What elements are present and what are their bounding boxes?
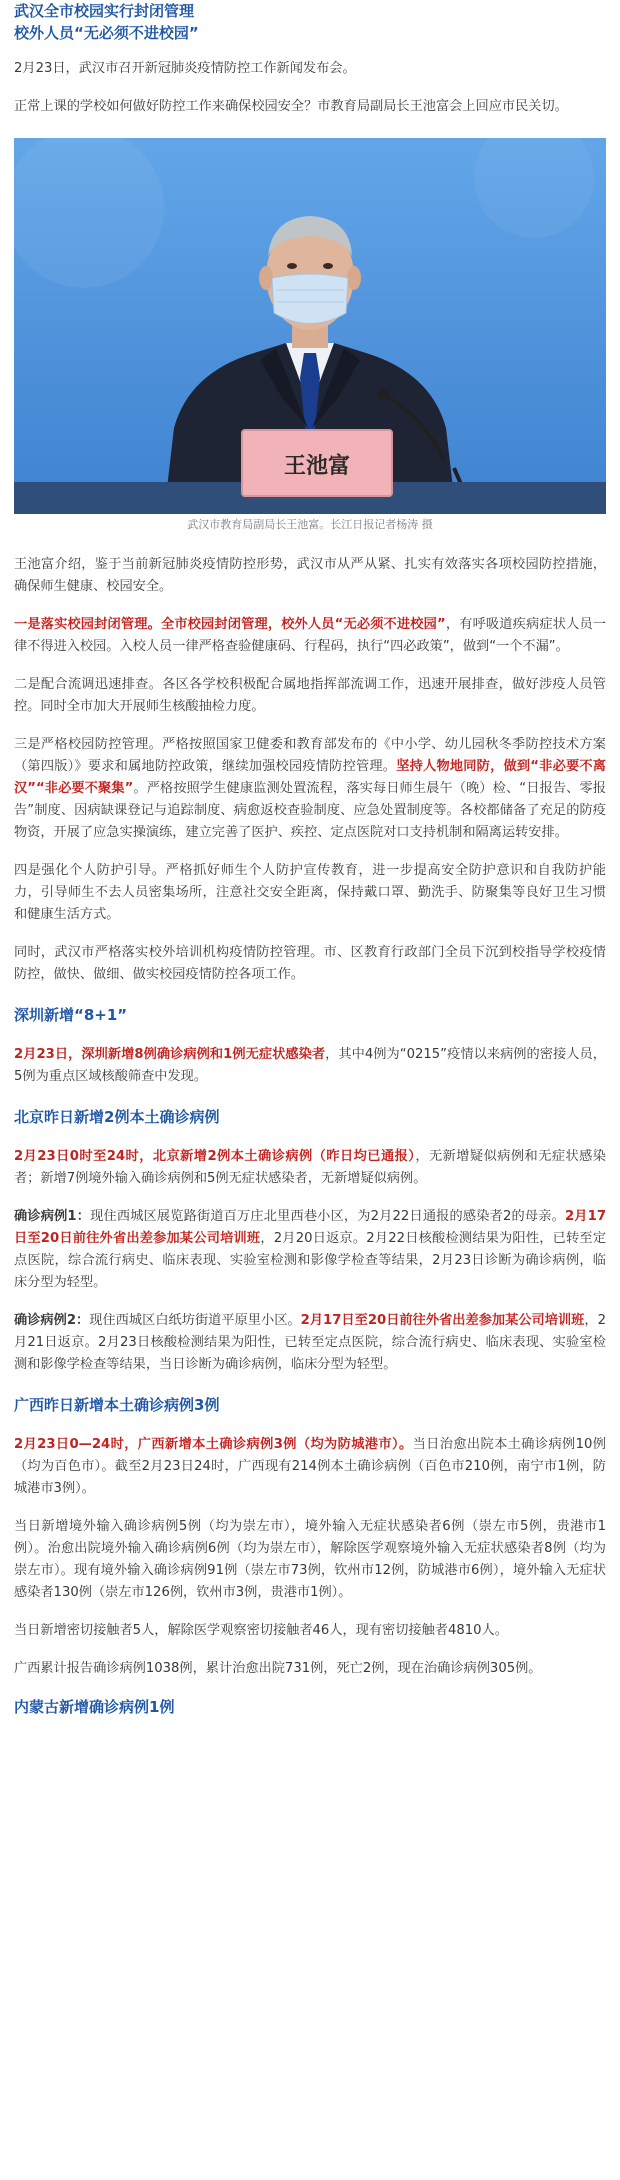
nameplate-text: 王池富 xyxy=(283,453,351,479)
beijing-case-1-text-a: 现住西城区展览路街道百万庄北里西巷小区，为2月22日通报的感染者2的母亲。 xyxy=(90,1209,565,1224)
speaker-illustration xyxy=(14,138,606,514)
beijing-case-2 xyxy=(14,1310,606,1376)
beijing-case-2-highlight: 2月17日至20日前往外省出差参加某公司培训班 xyxy=(300,1313,585,1328)
title-line-1: 武汉全市校园实行封闭管理 xyxy=(14,2,195,20)
wuhan-paragraph-1: 王池富介绍，鉴于当前新冠肺炎疫情防控形势，武汉市从严从紧、扎实有效落实各项校园防控措施，确保师生健康、校园安全。 xyxy=(14,557,606,594)
shenzhen-paragraph-text: ，其中4例为“0215”疫情以来病例的密接人员，5例为重点区域核酸筛查中发现。 xyxy=(14,1047,606,1084)
beijing-case-1 xyxy=(14,1206,606,1294)
wuhan-paragraph-2-text: ，有呼吸道疾病症状人员一律不得进入校园。入校人员一律严格查验健康码、行程码，执行“四必政策”，做到“一个不漏”。 xyxy=(14,617,606,654)
wuhan-paragraph-5: 四是强化个人防护引导。严格抓好师生个人防护宣传教育，进一步提高安全防护意识和自我防护能力，引导师生不去人员密集场所，注意社交安全距离，保持戴口罩、勤洗手、防聚集等良好卫生习惯和健康生活方式。 xyxy=(14,863,606,922)
intro-paragraph-2: 正常上课的学校如何做好防控工作来确保校园安全？市教育局副局长王池富会上回应市民关切。 xyxy=(14,99,568,114)
shenzhen-heading: 深圳新增“8+1” xyxy=(14,1006,128,1024)
wuhan-paragraph-2 xyxy=(14,614,606,658)
photo-caption: 武汉市教育局副局长王池富。长江日报记者杨涛 摄 xyxy=(187,518,433,531)
shenzhen-highlight: 2月23日，深圳新增8例确诊病例和1例无症状感染者 xyxy=(14,1047,326,1062)
beijing-paragraph-1-text: ，无新增疑似病例和无症状感染者；新增7例境外输入确诊病例和5例无症状感染者，无新增疑似病例。 xyxy=(14,1149,606,1186)
guangxi-paragraph-1 xyxy=(14,1434,606,1500)
guangxi-paragraph-1-text: 当日治愈出院本土确诊病例10例（均为百色市）。截至2月23日24时，广西现有214例本土确诊病例（百色市210例，南宁市1例，防城港市3例）。 xyxy=(14,1437,606,1496)
beijing-case-1-text-b: ，2月20日返京。2月22日核酸检测结果为阳性，已转至定点医院，综合流行病史、临床表现、实验室检测和影像学检查等结果，2月23日诊断为确诊病例，临床分型为轻型。 xyxy=(14,1231,607,1290)
wuhan-paragraph-3: 二是配合流调迅速排查。各区各学校积极配合属地指挥部流调工作，迅速开展排查，做好涉疫人员管控。同时全市加大开展师生核酸抽检力度。 xyxy=(14,677,606,714)
guangxi-paragraph-3: 当日新增密切接触者5人，解除医学观察密切接触者46人，现有密切接触者4810人。 xyxy=(14,1623,508,1638)
shenzhen-paragraph xyxy=(14,1044,606,1088)
wuhan-paragraph-4-text-b: 。严格按照学生健康监测处置流程，落实每日师生晨午（晚）检、“日报告、零报告”制度、因病缺课登记与追踪制度、病愈返校查验制度、应急处置制度等。各校都储备了充足的防疫物资，开展了应急实操演练，建立完善了医护、疾控、定点医院对口支持机制和隔离运转安排。 xyxy=(14,781,606,840)
beijing-case-1-highlight: 2月17日至20日前往外省出差参加某公司培训班 xyxy=(14,1209,606,1246)
beijing-heading: 北京昨日新增2例本土确诊病例 xyxy=(14,1108,220,1126)
beijing-case-2-label: 确诊病例2： xyxy=(14,1313,90,1328)
title-line-2: 校外人员“无必须不进校园” xyxy=(14,24,199,42)
next-section-heading: 内蒙古新增确诊病例1例 xyxy=(14,1698,175,1716)
beijing-highlight: 2月23日0时至24时，北京新增2例本土确诊病例（昨日均已通报） xyxy=(14,1149,416,1164)
guangxi-highlight: 2月23日0—24时，广西新增本土确诊病例3例（均为防城港市）。 xyxy=(14,1437,413,1452)
wuhan-paragraph-6: 同时，武汉市严格落实校外培训机构疫情防控管理。市、区教育行政部门全员下沉到校指导学校疫情防控，做快、做细、做实校园疫情防控各项工作。 xyxy=(14,945,606,982)
wuhan-paragraph-4-text-a: 三是严格校园防控管理。严格按照国家卫健委和教育部发布的《中小学、幼儿园秋冬季防控技术方案（第四版）》要求和属地防控政策，继续加强校园疫情防控管理。 xyxy=(14,737,606,774)
page-title xyxy=(14,0,606,44)
guangxi-heading: 广西昨日新增本土确诊病例3例 xyxy=(14,1396,220,1414)
wuhan-paragraph-4 xyxy=(14,734,606,844)
press-conference-photo xyxy=(14,138,606,514)
beijing-case-1-label: 确诊病例1： xyxy=(14,1209,91,1224)
guangxi-paragraph-4: 广西累计报告确诊病例1038例，累计治愈出院731例，死亡2例，现在治确诊病例305例。 xyxy=(14,1661,542,1676)
beijing-paragraph-1 xyxy=(14,1146,606,1190)
guangxi-paragraph-2: 当日新增境外输入确诊病例5例（均为崇左市），境外输入无症状感染者6例（崇左市5例，贵港市1例）。治愈出院境外输入确诊病例6例（均为崇左市），解除医学观察境外输入无症状感染者8例（均为崇左市）。现有境外输入确诊病例91例（崇左市73例，钦州市12例，防城港市6例），境外输入无症状感染者130例（崇左市126例，钦州市3例，贵港市1例）。 xyxy=(14,1519,606,1600)
beijing-case-2-text-a: 现住西城区白纸坊街道平原里小区。 xyxy=(89,1313,301,1328)
wuhan-highlight-1: 一是落实校园封闭管理。全市校园封闭管理，校外人员“无必须不进校园” xyxy=(14,617,446,632)
intro-paragraph-1: 2月23日，武汉市召开新冠肺炎疫情防控工作新闻发布会。 xyxy=(14,61,356,76)
wuhan-highlight-2: 坚持人物地同防，做到“非必要不离汉”“非必要不聚集” xyxy=(14,759,606,796)
beijing-case-2-text-b: ，2月21日返京。2月23日核酸检测结果为阳性，已转至定点医院，综合流行病史、临床表现、实验室检测和影像学检查等结果，当日诊断为确诊病例，临床分型为轻型。 xyxy=(14,1313,606,1372)
